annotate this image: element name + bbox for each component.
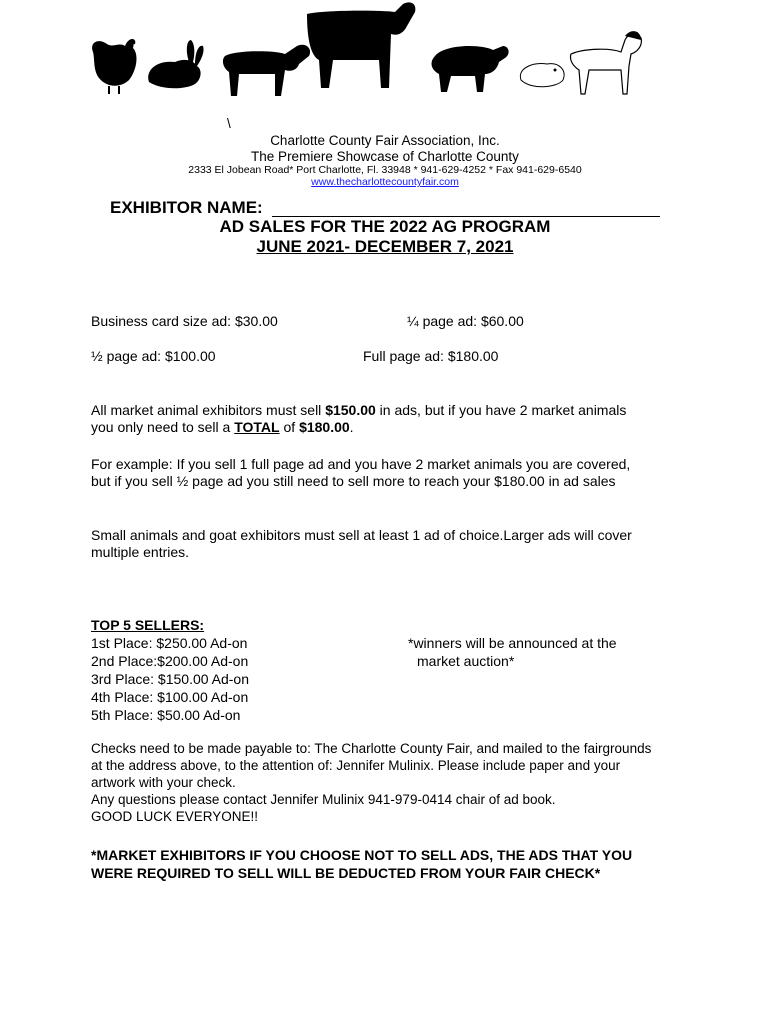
questions-line: Any questions please contact Jennifer Mulinix 941-979-0414 chair of ad book. <box>91 792 556 807</box>
market-rule-amount: $150.00 <box>325 402 376 418</box>
goat-icon <box>570 31 641 94</box>
seller-place-2: 2nd Place:$200.00 Ad-on <box>91 653 249 669</box>
small-animals-paragraph <box>91 527 731 561</box>
warning-line-1: *MARKET EXHIBITORS IF YOU CHOOSE NOT TO SELL ADS, THE ADS THAT YOU <box>91 847 633 863</box>
exhibitor-name-row <box>110 198 263 218</box>
winners-note-line-2: market auction* <box>417 653 515 669</box>
animal-silhouette-banner <box>85 0 645 100</box>
warning-line-2: WERE REQUIRED TO SELL WILL BE DEDUCTED FROM YOUR FAIR CHECK* <box>91 865 601 881</box>
example-paragraph <box>91 456 731 490</box>
guinea-pig-icon <box>520 64 564 87</box>
pig-icon <box>432 46 509 92</box>
tagline: The Premiere Showcase of Charlotte County <box>251 149 519 164</box>
small-animals-line-1: Small animals and goat exhibitors must sell at least 1 ad of choice.Larger ads will cover <box>91 527 632 543</box>
good-luck-line: GOOD LUCK EVERYONE!! <box>91 809 259 824</box>
small-animals-line-2: multiple entries. <box>91 544 190 560</box>
market-rule-text-2: in ads, but if you have 2 market animals <box>375 402 627 418</box>
org-name: Charlotte County Fair Association, Inc. <box>270 133 500 148</box>
checks-line-2: at the address above, to the attention of: Jennifer Mulinix. Please include paper and your <box>91 758 621 773</box>
market-rule-text-4: of <box>279 419 300 435</box>
price-business-card: Business card size ad: $30.00 <box>91 313 278 329</box>
date-range-text: JUNE 2021- DECEMBER 7, 2021 <box>256 237 514 256</box>
price-full-page: Full page ad: $180.00 <box>363 348 499 364</box>
rabbit-icon <box>148 40 203 88</box>
seller-place-3: 3rd Place: $150.00 Ad-on <box>91 671 250 687</box>
chicken-icon <box>92 39 136 94</box>
market-rule-text-1: All market animal exhibitors must sell <box>91 402 326 418</box>
warning-paragraph <box>91 846 751 882</box>
top-sellers-heading: TOP 5 SELLERS: <box>91 617 205 633</box>
checks-line-1: Checks need to be made payable to: The Charlotte County Fair, and mailed to the fairgrounds <box>91 741 652 756</box>
checks-paragraph <box>91 740 741 825</box>
example-line-1: For example: If you sell 1 full page ad and you have 2 market animals you are covered, <box>91 456 631 472</box>
market-rule-text-5: . <box>349 419 354 435</box>
seller-place-4: 4th Place: $100.00 Ad-on <box>91 689 249 705</box>
seller-place-1: 1st Place: $250.00 Ad-on <box>91 635 248 651</box>
price-quarter-page: ¼ page ad: $60.00 <box>407 313 524 329</box>
steer-icon <box>307 2 415 88</box>
seller-place-5: 5th Place: $50.00 Ad-on <box>91 707 241 723</box>
market-rule-total-amount: $180.00 <box>299 419 350 435</box>
website-link[interactable]: www.thecharlottecountyfair.com <box>311 176 459 188</box>
date-range <box>0 237 770 257</box>
market-rule-total-word: TOTAL <box>234 419 280 435</box>
lamb-icon <box>223 45 310 96</box>
price-half-page: ½ page ad: $100.00 <box>91 348 216 364</box>
exhibitor-name-label: EXHIBITOR NAME: <box>110 198 263 217</box>
winners-note <box>408 634 617 670</box>
form-title: AD SALES FOR THE 2022 AG PROGRAM <box>219 217 551 236</box>
exhibitor-name-field[interactable] <box>272 200 660 217</box>
winners-note-line-1: *winners will be announced at the <box>408 635 617 651</box>
market-rule-paragraph <box>91 402 711 436</box>
website-line <box>0 176 770 189</box>
example-line-2: but if you sell ½ page ad you still need to sell more to reach your $180.00 in ad sales <box>91 473 616 489</box>
contact-line: 2333 El Jobean Road* Port Charlotte, Fl. 33948 * 941-629-4252 * Fax 941-629-6540 <box>188 164 582 176</box>
top-sellers-list <box>91 616 249 724</box>
stray-mark: \ <box>227 116 231 131</box>
checks-line-3: artwork with your check. <box>91 775 236 790</box>
market-rule-text-3: you only need to sell a <box>91 419 235 435</box>
